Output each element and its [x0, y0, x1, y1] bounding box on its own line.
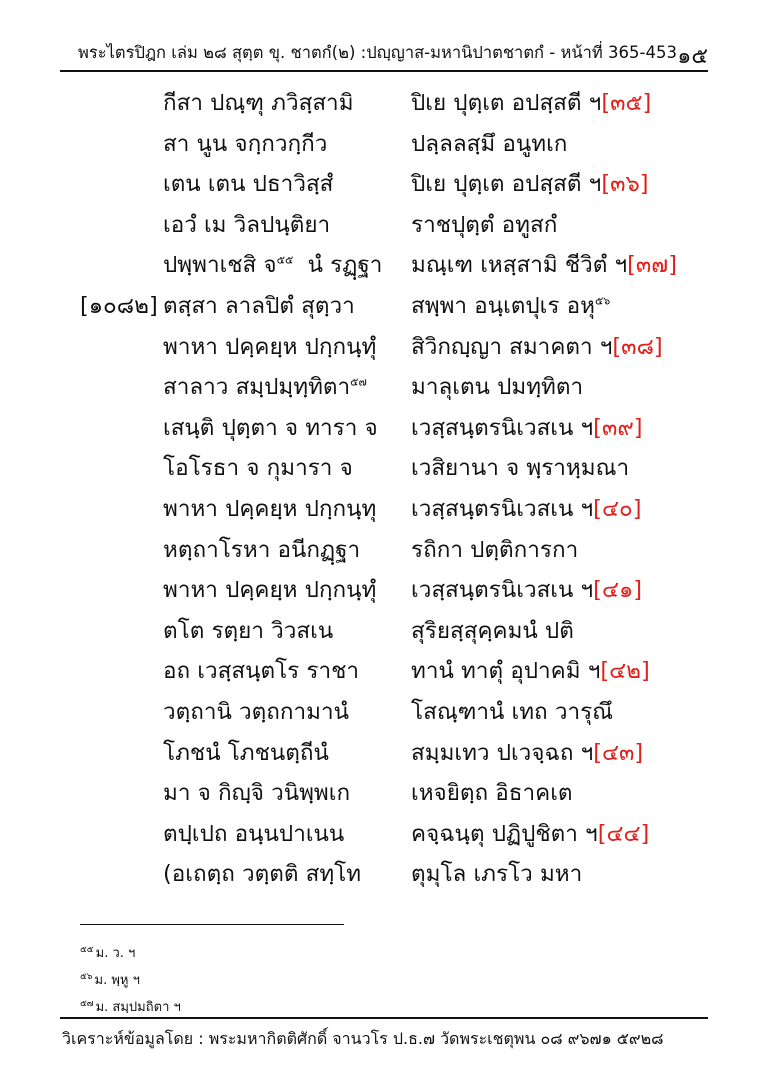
verse-reference-number: [๓๘]	[612, 333, 663, 360]
verse-line	[0, 84, 770, 125]
verse-line	[0, 531, 770, 572]
verse-left-text-continued: นํ รฏฺฐา	[307, 252, 383, 279]
verse-left	[163, 449, 353, 485]
footnote-mark: ๕๖	[80, 971, 93, 982]
verse-right	[411, 165, 649, 201]
verse-reference-number: [๔๐]	[593, 495, 642, 522]
verse-left-text: เสนฺติ ปุตฺตา จ ทารา จ	[163, 414, 378, 441]
verse-left-text: หตฺถาโรหา อนีกฏฺฐา	[163, 536, 361, 563]
verse-line	[0, 206, 770, 247]
verse-left	[163, 206, 330, 242]
verse-right-text: โสณฺฑานํ เทถ วารุณึ	[411, 698, 614, 725]
verse-right-text: ราชปุตฺตํ อทูสกํ	[411, 211, 558, 238]
verse-line	[0, 652, 770, 693]
verse-left	[163, 734, 329, 770]
verse-reference-number: [๓๗]	[627, 252, 677, 279]
verse-left-text: ตสฺสา ลาลปิตํ สุตฺวา	[163, 292, 355, 319]
footer-divider	[60, 1017, 708, 1019]
verse-line	[0, 125, 770, 166]
verse-left-text: เอวํ เม วิลปนฺติยา	[163, 211, 331, 238]
verse-left-text: วตฺถานิ วตฺถกามานํ	[163, 698, 350, 725]
verse-left	[163, 125, 327, 161]
verse-left	[163, 571, 376, 607]
verse-line	[0, 165, 770, 206]
verse-right-text: สพฺพา อนฺเตปุเร อหุ	[411, 292, 595, 319]
verse-list	[0, 84, 770, 896]
verse-line	[0, 490, 770, 531]
verse-left-text: กีสา ปณฺฑุ ภวิสฺสามิ	[163, 90, 354, 116]
verse-left-text: พาหา ปคฺคยฺห ปกฺกนฺทุํ	[163, 577, 377, 604]
verse-right	[411, 125, 567, 161]
verse-right-text: เวสิยานา จ พฺราหฺมณา	[411, 455, 630, 482]
verse-left	[163, 612, 333, 648]
verse-right	[411, 612, 574, 648]
verse-right	[411, 734, 643, 770]
paragraph-number: [๑๐๘๒]	[80, 292, 158, 319]
verse-right-text: เวสฺสนฺตรนิเวสเน ฯ	[411, 414, 594, 441]
verse-line	[0, 815, 770, 856]
verse-left-text: สาลาว สมฺปมฺทฺทิตา	[163, 374, 351, 401]
verse-right	[411, 652, 650, 688]
verse-right-text: ตุมุโล เภรโว มหา	[411, 861, 583, 888]
verse-reference-number: [๓๖]	[601, 171, 649, 198]
verse-left	[163, 652, 359, 688]
verse-right	[411, 815, 649, 851]
verse-right-text: คจฺฉนฺตุ ปฏิปูชิตา ฯ	[411, 820, 598, 847]
verse-right-text: สุริยสฺสุคฺคมนํ ปติ	[411, 617, 574, 644]
verse-right	[411, 490, 642, 526]
verse-left-text: พาหา ปคฺคยฺห ปกฺกนฺทุ	[163, 495, 377, 522]
verse-line	[0, 693, 770, 734]
verse-line	[0, 612, 770, 653]
verse-left	[163, 287, 355, 323]
verse-reference-number: [๔๒]	[600, 658, 650, 685]
verse-right-text: เหจยิตฺถ อิธาคเต	[411, 780, 573, 807]
verse-reference-number: [๓๙]	[593, 414, 643, 441]
footnote-text: ม. สมฺปมถิตา ฯ	[95, 1000, 181, 1015]
footnote-marker: ๕๗	[350, 375, 367, 389]
verse-left-text: (อเถตฺถ วตฺตติ สทฺโท	[163, 861, 362, 888]
footnote-divider	[80, 924, 344, 925]
verse-right-text: มณฺเฑ เหสฺสามิ ชีวิตํ ฯ	[411, 252, 628, 279]
verse-left	[163, 490, 376, 526]
verse-right-text: เวสฺสนฺตรนิเวสเน ฯ	[411, 577, 594, 604]
footnote	[80, 996, 181, 1017]
verse-left-text: พาหา ปคฺคยฺห ปกฺกนฺทุํ	[163, 333, 377, 360]
verse-right	[411, 449, 629, 485]
verse-right	[411, 531, 578, 567]
verse-line	[0, 734, 770, 775]
verse-right-text: มาลุเตน ปมทฺทิตา	[411, 374, 584, 401]
verse-left-text: เตน เตน ปธาวิสฺสํ	[163, 171, 334, 198]
verse-left	[163, 531, 360, 567]
verse-left-text: ปพฺพาเชสิ จ	[163, 252, 277, 279]
verse-right	[411, 328, 663, 364]
footnote	[80, 969, 140, 990]
verse-right-text: รถิกา ปตฺติการกา	[411, 536, 579, 563]
verse-right	[411, 409, 643, 445]
verse-right	[411, 693, 613, 729]
verse-right-text: ปิเย ปุตฺเต อปสฺสตี ฯ	[411, 90, 602, 116]
verse-left	[163, 165, 333, 201]
footnote-text: ม. ว. ฯ	[95, 946, 136, 961]
verse-reference-number: [๔๔]	[597, 820, 650, 847]
verse-left-text: โอโรธา จ กุมารา จ	[163, 455, 353, 482]
verse-left-text: ตโต รตฺยา วิวสเน	[163, 617, 334, 644]
verse-right	[411, 774, 573, 810]
verse-line	[0, 368, 770, 409]
verse-left-text: โภชนํ โภชนตฺถีนํ	[163, 739, 329, 766]
verse-left	[163, 368, 367, 404]
verse-right-text: ทานํ ทาตุํ อุปาคมิ ฯ	[411, 658, 601, 685]
verse-right-text: ปิเย ปุตฺเต อปสฺสตี ฯ	[411, 171, 602, 198]
footnote-mark: ๕๗	[80, 998, 94, 1009]
verse-reference-number: [๔๓]	[593, 739, 644, 766]
verse-left-text: มา จ กิญฺจิ วนิพฺพเก	[163, 780, 351, 807]
verse-right-text: ปลฺลลสฺมึ อนูทเก	[411, 130, 568, 157]
verse-line	[0, 449, 770, 490]
verse-left-text: อถ เวสฺสนฺตโร ราชา	[163, 658, 360, 685]
verse-line	[0, 328, 770, 369]
verse-line	[0, 287, 770, 328]
verse-left-text: ตปฺเปถ อนฺนปาเนน	[163, 820, 345, 847]
verse-line	[0, 774, 770, 815]
verse-left	[163, 328, 376, 364]
verse-line	[0, 855, 770, 896]
verse-right-text: สมฺมเทว ปเวจฺฉถ ฯ	[411, 739, 594, 766]
verse-right	[411, 368, 583, 404]
footnote-mark: ๕๕	[80, 944, 94, 955]
verse-right	[411, 855, 582, 891]
verse-left	[163, 815, 344, 851]
verse-right	[411, 206, 557, 242]
verse-right-text: เวสฺสนฺตรนิเวสเน ฯ	[411, 495, 594, 522]
page-number: ๑๕	[677, 44, 708, 69]
page-footer: วิเคราะห์ข้อมูลโดย : พระมหากิตติศักดิ์ จานวโร ป.ธ.๗ วัดพระเชตุพน ๐๘ ๙๖๗๑ ๕๙๒๘	[62, 1029, 664, 1048]
verse-right	[411, 84, 651, 120]
verse-left	[163, 84, 354, 120]
footnote-text: ม. พฺหู ฯ	[94, 973, 140, 988]
page-header	[60, 38, 708, 72]
verse-reference-number: [๓๕]	[601, 90, 652, 116]
verse-reference-number: [๔๑]	[593, 577, 643, 604]
verse-line	[0, 246, 770, 287]
verse-line	[0, 571, 770, 612]
verse-left	[163, 693, 349, 729]
verse-right	[411, 287, 610, 323]
verse-line	[0, 409, 770, 450]
verse-right-text: สิวิกญฺญา สมาคตา ฯ	[411, 333, 613, 360]
footnote	[80, 942, 135, 963]
verse-left	[163, 246, 382, 282]
verse-left	[163, 409, 378, 445]
verse-left	[163, 774, 350, 810]
footnote-marker: ๕๕	[276, 253, 294, 267]
verse-right	[411, 246, 677, 282]
footnote-marker: ๕๖	[594, 294, 611, 308]
header-title: พระไตรปิฎก เล่ม ๒๘ สุตฺต ขุ. ชาตกํ(๒) :ปญฺญาส-มหานิปาตชาตกํ - หน้าที่ 365-453	[78, 43, 677, 62]
verse-left-text: สา นูน จกฺกวกฺกีว	[163, 130, 328, 157]
verse-right	[411, 571, 642, 607]
verse-left	[163, 855, 361, 891]
